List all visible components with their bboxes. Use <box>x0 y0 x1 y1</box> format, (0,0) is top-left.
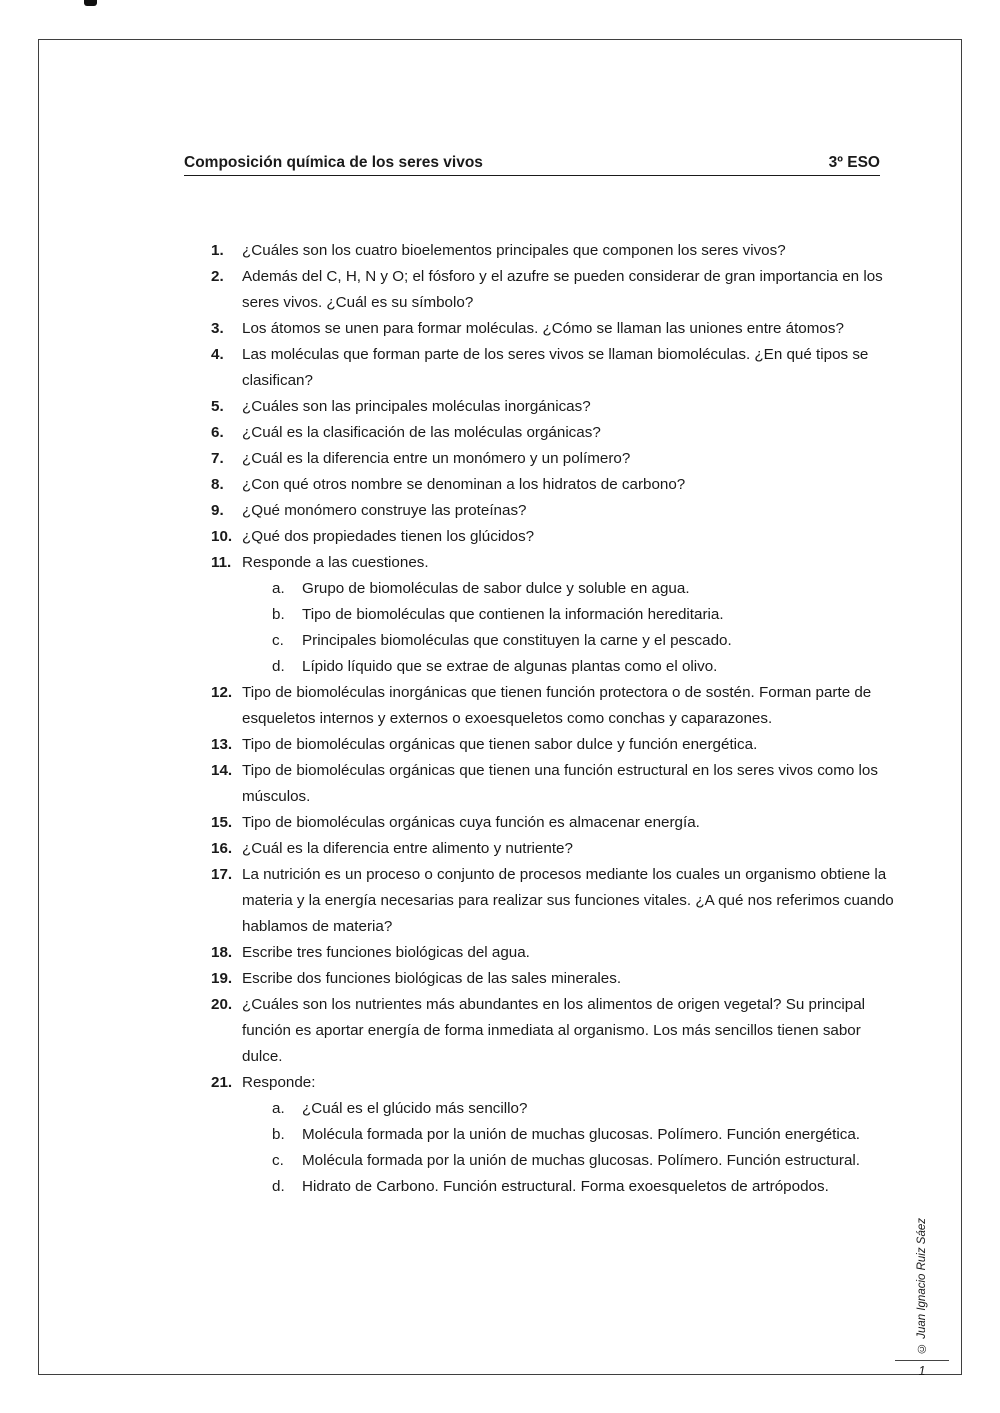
question-text: ¿Con qué otros nombre se denominan a los hidratos de carbono? <box>242 476 686 493</box>
question-list <box>211 238 901 1200</box>
question-subitem <box>272 602 901 628</box>
subitem-letter: a. <box>272 580 285 597</box>
page-number-value: 1 <box>918 1364 926 1378</box>
question-number: 15. <box>211 814 233 831</box>
question-item <box>211 316 901 342</box>
author-credit: © Juan Ignacio Ruiz Sáez <box>916 1217 928 1354</box>
question-number: 13. <box>211 736 233 753</box>
question-number: 21. <box>211 1074 233 1091</box>
question-text: Responde a las cuestiones. <box>242 554 429 571</box>
question-item <box>211 394 901 420</box>
question-text: Las moléculas que forman parte de los seres vivos se llaman biomoléculas. ¿En qué tipos se clasifican? <box>242 346 869 389</box>
question-text: Los átomos se unen para formar moléculas. ¿Cómo se llaman las uniones entre átomos? <box>242 320 844 337</box>
question-item <box>211 446 901 472</box>
question-number: 18. <box>211 944 233 961</box>
question-item <box>211 524 901 550</box>
question-text: ¿Cuál es la clasificación de las moléculas orgánicas? <box>242 424 601 441</box>
subitem-letter: d. <box>272 1178 285 1195</box>
document-page <box>38 39 962 1378</box>
question-number: 10. <box>211 528 233 545</box>
question-item <box>211 810 901 836</box>
question-text: ¿Qué dos propiedades tienen los glúcidos? <box>242 528 535 545</box>
question-number: 6. <box>211 424 224 441</box>
question-item <box>211 836 901 862</box>
page-number <box>895 1360 949 1378</box>
question-text: ¿Cuál es la diferencia entre un monómero y un polímero? <box>242 450 631 467</box>
question-subitem <box>272 1096 901 1122</box>
question-number: 17. <box>211 866 233 883</box>
question-item <box>211 862 901 940</box>
question-item <box>211 420 901 446</box>
question-subitem <box>272 1122 901 1148</box>
question-text: ¿Cuáles son los cuatro bioelementos principales que componen los seres vivos? <box>242 242 786 259</box>
question-number: 5. <box>211 398 224 415</box>
question-number: 12. <box>211 684 233 701</box>
question-number: 20. <box>211 996 233 1013</box>
subitem-letter: d. <box>272 658 285 675</box>
question-number: 16. <box>211 840 233 857</box>
question-item <box>211 940 901 966</box>
question-item <box>211 1070 901 1096</box>
question-subitem <box>272 576 901 602</box>
question-number: 3. <box>211 320 224 337</box>
subitem-text: Lípido líquido que se extrae de algunas plantas como el olivo. <box>302 658 718 675</box>
question-item <box>211 992 901 1070</box>
question-number: 14. <box>211 762 233 779</box>
question-item <box>211 264 901 316</box>
question-subitem <box>272 654 901 680</box>
question-item <box>211 732 901 758</box>
question-text: Además del C, H, N y O; el fósforo y el azufre se pueden considerar de gran importancia en los seres vivos. ¿Cuál es su símbolo? <box>242 268 883 311</box>
question-subitem <box>272 1148 901 1174</box>
question-text: Escribe tres funciones biológicas del agua. <box>242 944 530 961</box>
subitem-letter: c. <box>272 1152 284 1169</box>
question-text: ¿Cuál es la diferencia entre alimento y nutriente? <box>242 840 573 857</box>
question-text: Tipo de biomoléculas orgánicas que tienen una función estructural en los seres vivos como los músculos. <box>242 762 878 805</box>
document-header <box>184 154 880 176</box>
question-item <box>211 966 901 992</box>
subitem-text: Grupo de biomoléculas de sabor dulce y soluble en agua. <box>302 580 690 597</box>
question-text: Escribe dos funciones biológicas de las sales minerales. <box>242 970 622 987</box>
question-text: La nutrición es un proceso o conjunto de procesos mediante los cuales un organismo obtiene la materia y la energía necesarias para realizar sus funciones vitales. ¿A qué nos referimos cuando hablamos de materia? <box>242 866 894 935</box>
subitem-letter: b. <box>272 606 285 623</box>
subitem-text: Molécula formada por la unión de muchas glucosas. Polímero. Función estructural. <box>302 1152 860 1169</box>
subitem-text: Tipo de biomoléculas que contienen la información hereditaria. <box>302 606 724 623</box>
question-text: Responde: <box>242 1074 316 1091</box>
question-item <box>211 238 901 264</box>
question-item <box>211 342 901 394</box>
scan-artifact <box>84 0 97 6</box>
question-item <box>211 498 901 524</box>
subitem-text: ¿Cuál es el glúcido más sencillo? <box>302 1100 528 1117</box>
question-subitem <box>272 628 901 654</box>
page-title: Composición química de los seres vivos <box>184 154 483 171</box>
question-item <box>211 680 901 732</box>
course-label: 3º ESO <box>828 154 880 171</box>
question-text: Tipo de biomoléculas inorgánicas que tienen función protectora o de sostén. Forman parte de esqueletos internos y externos o exoesqueletos como conchas y caparazones. <box>242 684 872 727</box>
subitem-letter: b. <box>272 1126 285 1143</box>
question-number: 2. <box>211 268 224 285</box>
question-item <box>211 472 901 498</box>
question-number: 8. <box>211 476 224 493</box>
question-item <box>211 758 901 810</box>
subitem-text: Molécula formada por la unión de muchas glucosas. Polímero. Función energética. <box>302 1126 861 1143</box>
subitem-text: Hidrato de Carbono. Función estructural. Forma exoesqueletos de artrópodos. <box>302 1178 829 1195</box>
subitem-text: Principales biomoléculas que constituyen la carne y el pescado. <box>302 632 732 649</box>
question-number: 11. <box>211 554 232 571</box>
question-number: 9. <box>211 502 224 519</box>
question-text: ¿Cuáles son las principales moléculas inorgánicas? <box>242 398 591 415</box>
question-subitem <box>272 1174 901 1200</box>
subitem-letter: a. <box>272 1100 285 1117</box>
question-number: 1. <box>211 242 224 259</box>
question-text: Tipo de biomoléculas orgánicas cuya función es almacenar energía. <box>242 814 700 831</box>
question-number: 19. <box>211 970 233 987</box>
question-number: 4. <box>211 346 224 363</box>
subitem-letter: c. <box>272 632 284 649</box>
question-text: Tipo de biomoléculas orgánicas que tienen sabor dulce y función energética. <box>242 736 758 753</box>
question-text: ¿Qué monómero construye las proteínas? <box>242 502 527 519</box>
question-number: 7. <box>211 450 224 467</box>
question-item <box>211 550 901 576</box>
question-text: ¿Cuáles son los nutrientes más abundantes en los alimentos de origen vegetal? Su principal función es aportar energía de forma inmediata al organismo. Los más sencillos tienen sabor dulce. <box>242 996 866 1065</box>
